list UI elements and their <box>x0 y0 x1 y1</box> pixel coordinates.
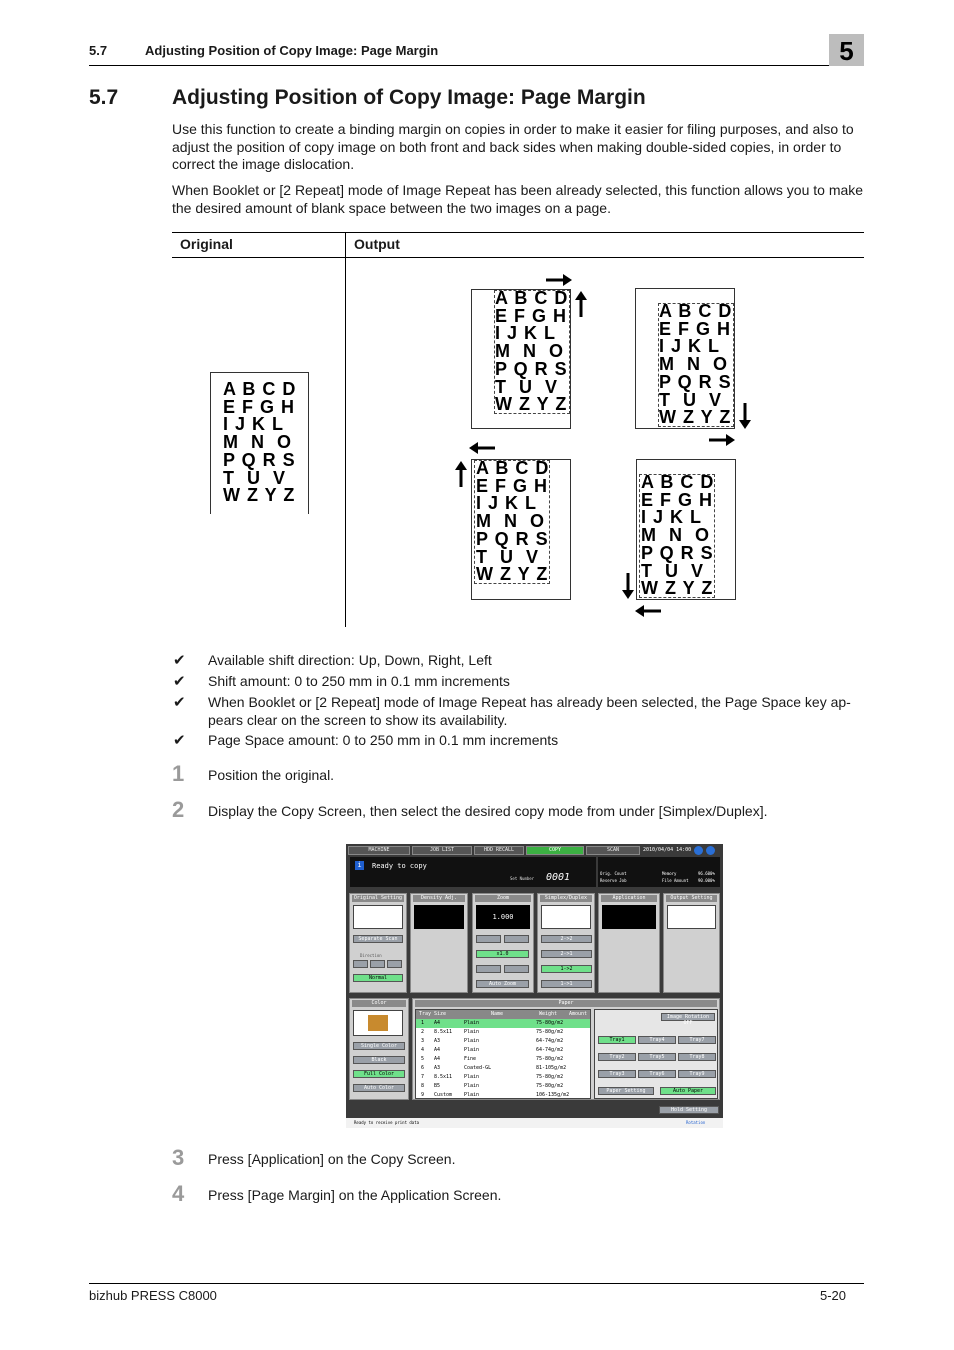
duplex-2-1-button[interactable]: 2->1 <box>541 950 592 958</box>
status-area <box>350 857 596 887</box>
bullet-shift-direction: Available shift direction: Up, Down, Right, Left <box>208 652 492 668</box>
table-row[interactable]: 7 8.5x11 Plain 75-80g/m2 <box>421 1074 564 1080</box>
tray7-button[interactable]: Tray7 <box>678 1036 716 1044</box>
step-number: 4 <box>172 1181 185 1206</box>
tab-job-list[interactable]: JOB LIST <box>412 846 472 855</box>
header-section-title: Adjusting Position of Copy Image: Page Margin <box>145 43 439 58</box>
panel-title[interactable]: Color <box>352 1000 406 1007</box>
section-title: Adjusting Position of Copy Image: Page Margin <box>172 86 646 109</box>
table-row[interactable]: 3 A3 Plain 64-74g/m2 <box>421 1038 564 1044</box>
section-number: 5.7 <box>89 86 119 109</box>
output-setting-panel <box>663 893 720 993</box>
direction-button-1[interactable] <box>353 960 368 968</box>
duplex-preview <box>541 905 591 929</box>
bullet-shift-amount: Shift amount: 0 to 250 mm in 0.1 mm increments <box>208 673 510 689</box>
zoom-x1-button[interactable]: x1.0 <box>476 950 529 958</box>
direction-button-3[interactable] <box>387 960 402 968</box>
footer-product-name: bizhub PRESS C8000 <box>89 1288 217 1303</box>
full-color-button[interactable]: Full Color <box>353 1070 405 1078</box>
application-panel <box>598 893 660 993</box>
panel-title[interactable]: Zoom <box>475 895 531 902</box>
arrow-left-icon <box>468 441 496 455</box>
footer-rule <box>89 1283 864 1284</box>
table-row[interactable]: 4 A4 Plain 64-74g/m2 <box>421 1047 564 1053</box>
tray2-button[interactable]: Tray2 <box>598 1053 636 1061</box>
density-panel <box>410 893 468 993</box>
tray8-button[interactable]: Tray8 <box>678 1053 716 1061</box>
bullet-page-space-amount: Page Space amount: 0 to 250 mm in 0.1 mm increments <box>208 732 559 748</box>
memory-value: 96.600% <box>698 871 715 876</box>
zoom-preset-button[interactable] <box>504 965 529 973</box>
tray9-button[interactable]: Tray9 <box>678 1070 716 1078</box>
step-number: 2 <box>172 797 185 822</box>
bullet-page-space-key: When Booklet or [2 Repeat] mode of Image Repeat has already been selected, the Page Space key ap-pears clear on the screen to show its availability. <box>208 694 851 728</box>
file-amount-value: 90.000% <box>698 878 715 883</box>
arrow-down-icon <box>621 572 635 600</box>
tab-scan[interactable]: SCAN <box>586 846 640 855</box>
header-section-number: 5.7 <box>89 43 108 58</box>
step-text: Press [Application] on the Copy Screen. <box>208 1151 456 1167</box>
panel-title[interactable]: Density Adj. <box>413 895 465 902</box>
simplex-duplex-panel <box>537 893 595 993</box>
table-row[interactable]: 2 8.5x11 Plain 75-80g/m2 <box>421 1029 564 1035</box>
output-preview <box>667 905 716 929</box>
zoom-minus-button[interactable] <box>476 935 501 943</box>
panel-title[interactable]: Original Setting <box>353 895 403 901</box>
info-icon: i <box>355 861 364 870</box>
color-sample-icon <box>368 1015 388 1031</box>
color-panel <box>349 998 409 1100</box>
duplex-1-2-button[interactable]: 1->2 <box>541 965 592 973</box>
table-column-divider <box>345 232 346 627</box>
set-number: 0001 <box>546 872 571 883</box>
paper-panel <box>412 998 720 1100</box>
table-row[interactable]: 5 A4 Fine 75-80g/m2 <box>421 1056 564 1062</box>
output-sheet-up-left <box>471 459 571 600</box>
paper-table-header: Tray Size Name Weight Amount <box>416 1010 590 1019</box>
application-preview <box>602 905 656 929</box>
auto-paper-button[interactable]: Auto Paper <box>660 1087 716 1095</box>
panel-title: Paper <box>415 1000 717 1007</box>
paper-tray-table <box>415 1009 591 1099</box>
table-top-rule <box>172 232 864 233</box>
original-setting-panel <box>349 893 407 993</box>
application-button[interactable]: Application <box>601 895 657 902</box>
table-row[interactable]: 1 A4 Plain 75-80g/m2 <box>416 1019 590 1028</box>
help-icon[interactable] <box>706 846 715 855</box>
separate-scan-button[interactable]: Separate Scan <box>353 935 403 943</box>
color-preview <box>353 1010 403 1036</box>
image-rotation-button[interactable]: Image Rotation OFF <box>661 1013 715 1021</box>
step-text: Display the Copy Screen, then select the desired copy mode from under [Simplex/Duplex]. <box>208 803 768 819</box>
black-button[interactable]: Black <box>353 1056 405 1064</box>
zoom-value: 1.000 <box>476 905 530 929</box>
tab-hdd-recall[interactable]: HDD RECALL <box>474 846 524 855</box>
repeat-paragraph: When Booklet or [2 Repeat] mode of Image Repeat has been already selected, this function allows you to make the desired amount of blank space between the two images on a page. <box>172 182 864 216</box>
step-number: 3 <box>172 1145 185 1170</box>
original-letters: A B C D E F G H I J K L M N O P Q R S T U V W Z Y Z <box>223 379 297 506</box>
zoom-preset-button[interactable] <box>476 965 501 973</box>
arrow-up-icon <box>454 460 468 488</box>
header-rule <box>89 65 864 66</box>
check-icon: ✔ <box>173 652 186 669</box>
check-icon: ✔ <box>173 732 186 749</box>
table-row[interactable]: 8 B5 Plain 75-80g/m2 <box>421 1083 564 1089</box>
check-icon: ✔ <box>173 694 186 711</box>
chapter-number: 5 <box>839 36 854 66</box>
tab-machine[interactable]: MACHINE <box>348 846 410 855</box>
tray5-button[interactable]: Tray5 <box>638 1053 676 1061</box>
output-sheet-up-right <box>471 289 571 429</box>
normal-button[interactable]: Normal <box>353 974 403 982</box>
file-amount-label: File Amount <box>662 878 689 883</box>
counter-area <box>598 857 720 887</box>
hold-setting-button[interactable]: Hold Setting <box>659 1106 719 1114</box>
footer-page-number: 5-20 <box>820 1288 847 1303</box>
datetime: 2010/04/04 14:00 <box>643 847 692 853</box>
set-number-label: Set Number <box>510 876 535 881</box>
original-sheet <box>210 372 309 514</box>
step-number: 1 <box>172 761 185 786</box>
arrow-left-icon <box>634 604 662 618</box>
info-icon[interactable] <box>694 846 703 855</box>
zoom-plus-button[interactable] <box>504 935 529 943</box>
status-message: Ready to copy <box>372 862 427 870</box>
duplex-2-2-button[interactable]: 2->2 <box>541 935 592 943</box>
footer-status: Ready to receive print data <box>354 1120 420 1125</box>
output-sheet-down-left <box>636 459 736 600</box>
table-row[interactable]: 6 A3 Coated-GL 81-105g/m2 <box>421 1065 567 1071</box>
table-header-rule <box>172 257 864 258</box>
arrow-down-icon <box>738 402 752 430</box>
original-preview <box>353 905 403 929</box>
memory-label: Memory <box>662 871 677 876</box>
tray6-button[interactable]: Tray6 <box>638 1070 676 1078</box>
duplex-1-1-button[interactable]: 1->1 <box>541 980 592 988</box>
direction-label: Direction <box>360 953 382 958</box>
direction-button-2[interactable] <box>370 960 385 968</box>
intro-paragraph: Use this function to create a binding margin on copies in order to make it easier for filing purposes, and also to adjust the position of copy image on both front and back sides when making double-sided copies, in order to correct the image dislocation. <box>172 121 854 172</box>
tab-copy[interactable]: COPY <box>526 846 584 855</box>
table-header-output: Output <box>354 236 400 252</box>
output-sheet-down-right <box>635 288 735 429</box>
orig-count-label: Orig. Count <box>600 871 627 876</box>
panel-title[interactable]: Simplex/Duplex <box>540 895 592 902</box>
density-preview <box>414 905 464 929</box>
reserve-job-label: Reserve Job <box>600 878 627 883</box>
copy-screen-screenshot <box>346 844 723 1128</box>
single-color-button[interactable]: Single Color <box>353 1042 405 1050</box>
table-header-original: Original <box>180 236 233 252</box>
output-letters: A B C D E F G H I J K L M N O P Q R S T U V W Z Y Z <box>659 301 733 428</box>
tray4-button[interactable]: Tray4 <box>638 1036 676 1044</box>
output-letters: A B C D E F G H I J K L M N O P Q R S T U V W Z Y Z <box>641 472 715 599</box>
arrow-up-icon <box>574 290 588 318</box>
check-icon: ✔ <box>173 673 186 690</box>
tray-selector <box>594 1009 718 1099</box>
zoom-panel <box>472 893 534 993</box>
tray1-button[interactable]: Tray1 <box>598 1036 636 1044</box>
auto-color-button[interactable]: Auto Color <box>353 1084 405 1092</box>
step-text: Position the original. <box>208 767 335 783</box>
table-row[interactable]: 9 Custom Plain 106-135g/m2 <box>421 1092 570 1098</box>
screen-footer-bar <box>346 1118 723 1128</box>
paper-setting-button[interactable]: Paper Setting <box>598 1087 654 1095</box>
step-text: Press [Page Margin] on the Application Screen. <box>208 1187 502 1203</box>
tray3-button[interactable]: Tray3 <box>598 1070 636 1078</box>
arrow-right-icon <box>708 433 736 447</box>
auto-zoom-button[interactable]: Auto Zoom <box>476 980 529 988</box>
panel-title[interactable]: Output Setting <box>666 895 717 902</box>
rotation-button[interactable]: Rotation <box>686 1120 706 1125</box>
output-letters: A B C D E F G H I J K L M N O P Q R S T U V W Z Y Z <box>476 458 550 585</box>
output-letters: A B C D E F G H I J K L M N O P Q R S T U V W Z Y Z <box>495 288 569 415</box>
arrow-right-icon <box>545 273 573 287</box>
